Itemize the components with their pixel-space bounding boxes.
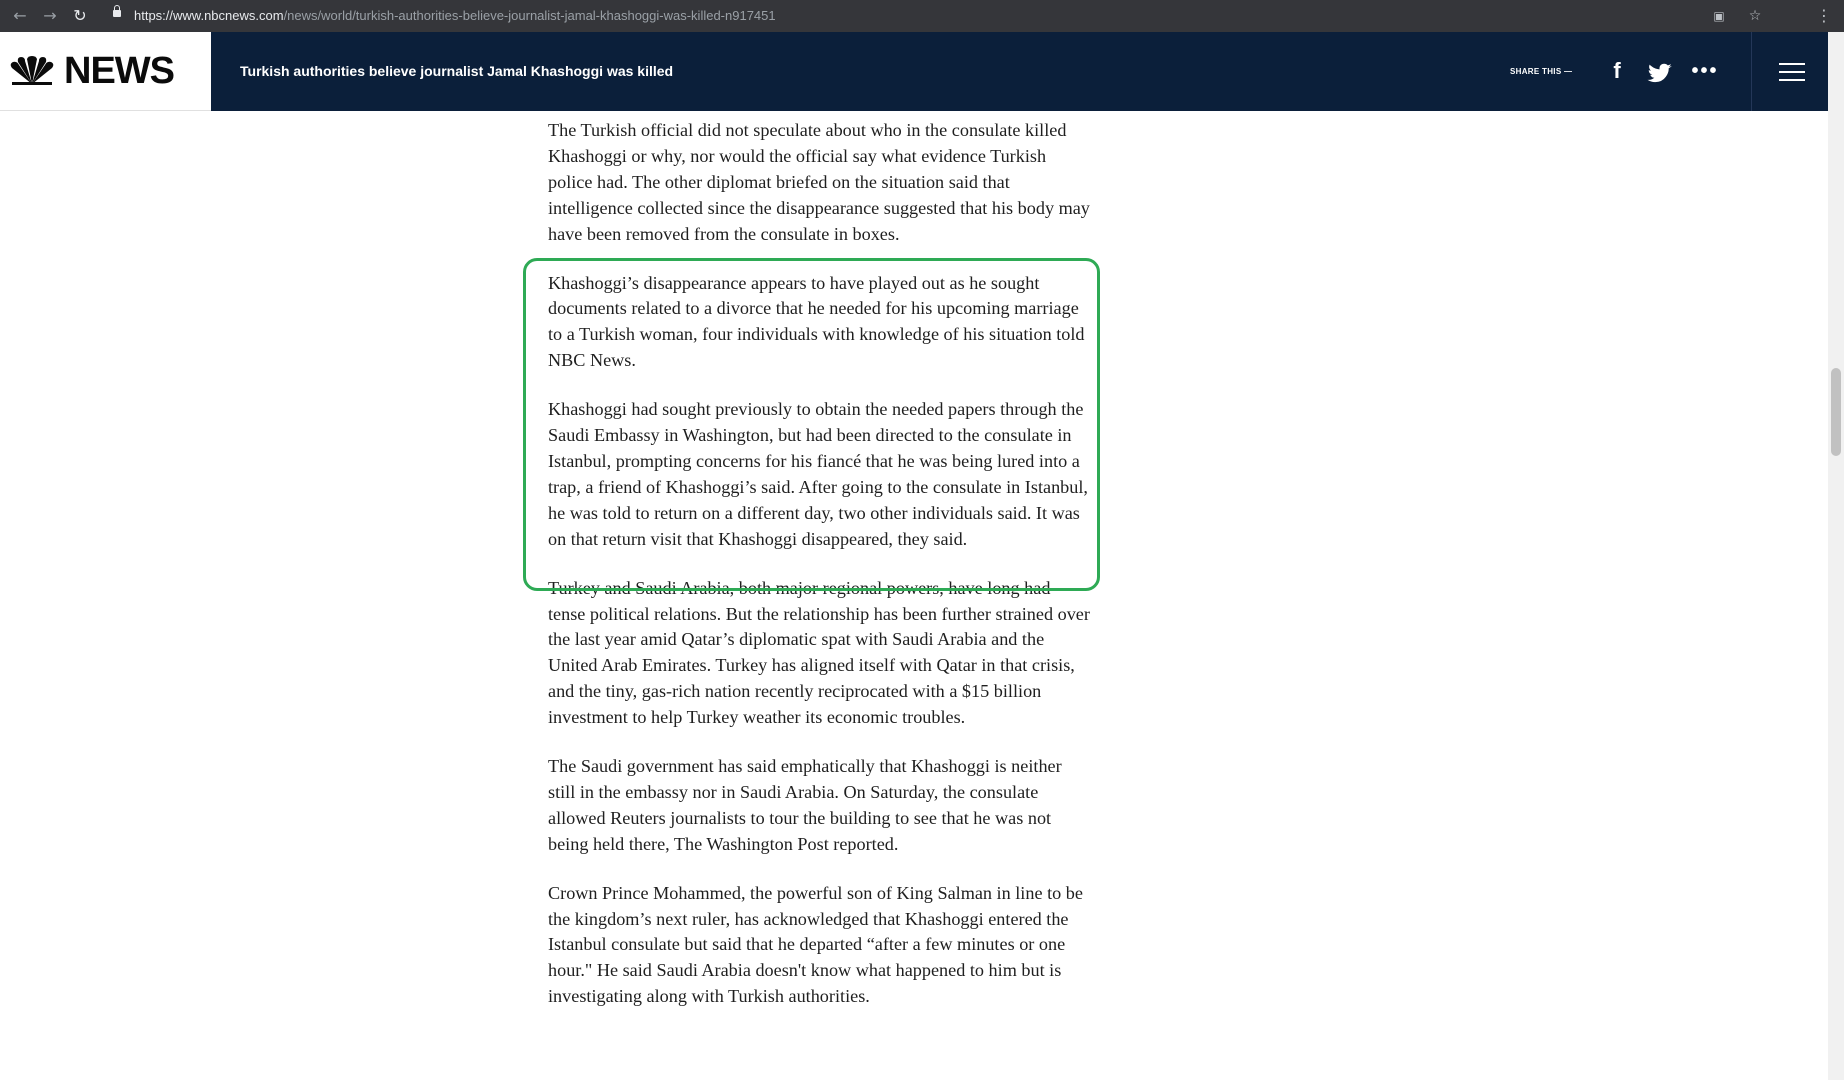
logo[interactable]	[0, 32, 211, 111]
url-host: https://www.nbcnews.com	[134, 8, 284, 23]
site-header	[0, 32, 1828, 111]
bookmark-star-icon[interactable]: ☆	[1748, 8, 1762, 24]
header-divider	[1751, 32, 1752, 111]
highlight-box	[523, 258, 1100, 591]
forward-arrow-icon[interactable]: →	[43, 6, 57, 25]
back-arrow-icon[interactable]: ←	[13, 6, 27, 25]
url-path: /news/world/turkish-authorities-believe-journalist-jamal-khashoggi-was-killed-n917451	[283, 8, 776, 23]
twitter-icon[interactable]	[1647, 61, 1673, 87]
article-paragraph: The Turkish official did not speculate about who in the consulate killed Khashoggi or why, nor would the official say what evidence Turkish police had. The other diplomat briefed on the situation said that intelligence collected since the disappearance suggested that his body may have been removed from the consulate in boxes.	[548, 120, 1090, 244]
article-paragraph: Turkey and Saudi Arabia, both major regional powers, have long had tense political relations. But the relationship has been further strained over the last year amid Qatar’s diplomatic spat with Saudi Arabia and the United Arab Emirates. Turkey has aligned itself with Qatar in that crisis, and the tiny, gas-rich nation recently reciprocated with a $15 billion investment to help Turkey weather its economic troubles.	[548, 577, 1090, 728]
share-label: SHARE THIS —	[1510, 67, 1573, 76]
logo-text: NEWS	[64, 50, 174, 92]
address-bar[interactable]	[134, 7, 776, 25]
reload-icon[interactable]: ↻	[73, 6, 87, 25]
scrollbar-thumb[interactable]	[1831, 368, 1841, 456]
page-scrollbar[interactable]	[1828, 32, 1844, 1080]
more-options-icon[interactable]: •••	[1691, 60, 1719, 82]
peacock-icon	[8, 56, 56, 86]
hamburger-menu-icon[interactable]	[1779, 63, 1805, 81]
article-paragraph: Khashoggi’s disappearance appears to have played out as he sought documents related to a divorce that he needed for his upcoming marriage to a Turkish woman, four individuals with knowledge of his situation told NBC News.	[548, 272, 1085, 371]
translate-icon[interactable]: ▣	[1713, 9, 1725, 23]
article-paragraph: Crown Prince Mohammed, the powerful son of King Salman in line to be the kingdom’s next ruler, has acknowledged that Khashoggi entered the Istanbul consulate but said that he departed “after a few minutes or one hour." He said Saudi Arabia doesn't know what happened to him but is investigating along with Turkish authorities.	[548, 882, 1083, 1007]
browser-toolbar	[0, 0, 1844, 32]
article-paragraph: Khashoggi had sought previously to obtain the needed papers through the Saudi Embassy in Washington, but had been directed to the consulate in Istanbul, prompting concerns for his fiancé that he was being lured into a trap, a friend of Khashoggi’s said. After going to the consulate in Istanbul, he was told to return on a different day, two other individuals said. It was on that return visit that Khashoggi disappeared, they said.	[548, 399, 1088, 549]
article-paragraph: The Saudi government has said emphatically that Khashoggi is neither still in the embassy nor in Saudi Arabia. On Saturday, the consulate allowed Reuters journalists to tour the building to see that he was not being held there, The Washington Post reported.	[548, 756, 1062, 854]
browser-menu-icon[interactable]: ⋮	[1816, 6, 1832, 25]
header-article-title: Turkish authorities believe journalist Jamal Khashoggi was killed	[240, 63, 674, 79]
facebook-icon[interactable]: f	[1613, 58, 1621, 83]
lock-icon	[113, 10, 121, 17]
